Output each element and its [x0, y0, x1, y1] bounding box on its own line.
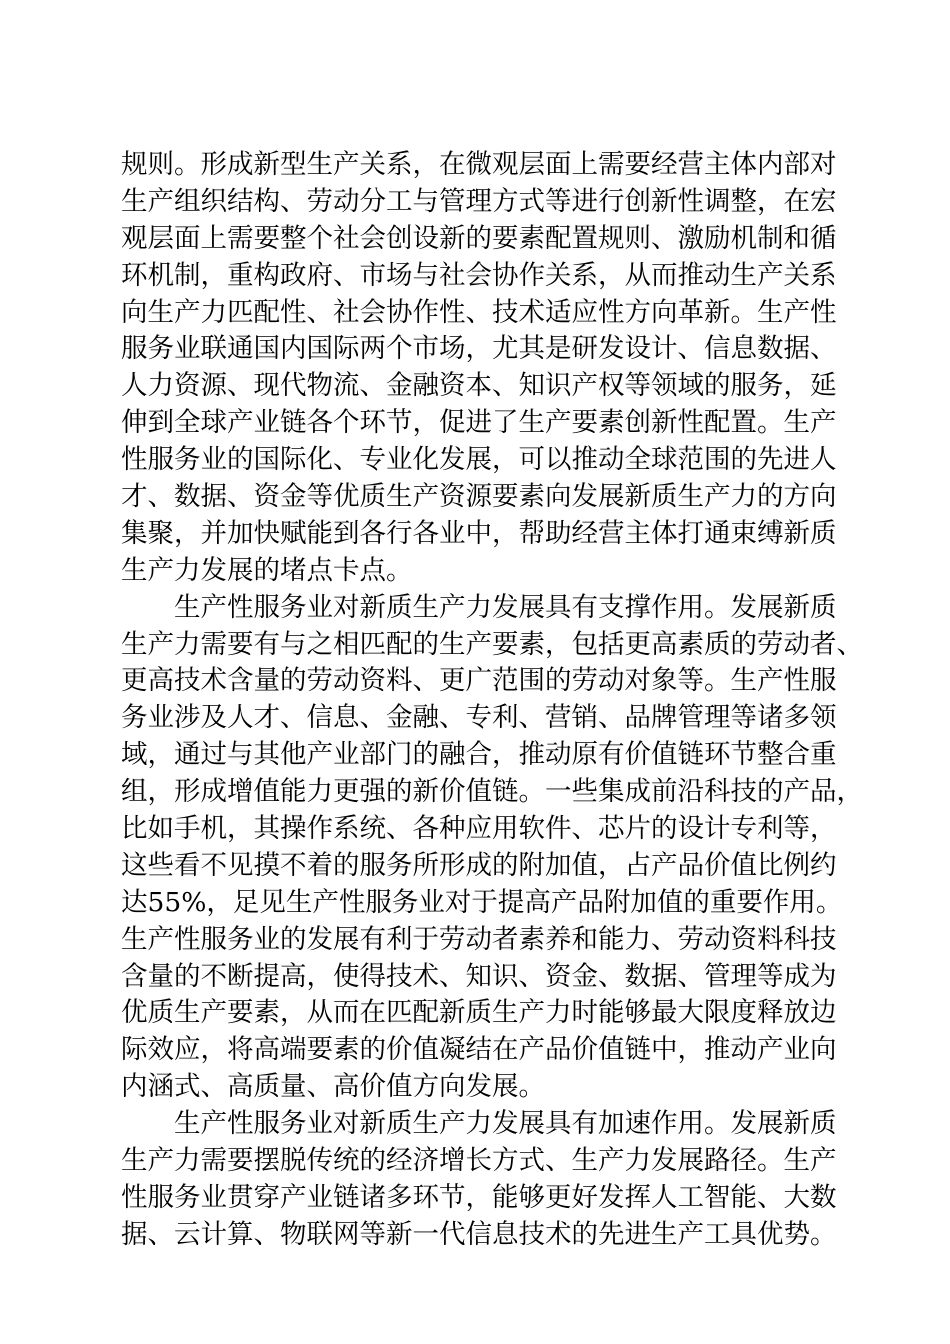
paragraph-2 [121, 590, 863, 1106]
text-line: 际效应，将高端要素的价值凝结在产品价值链中，推动产业向 [121, 1034, 837, 1066]
text-line: 生产力需要有与之相匹配的生产要素，包括更高素质的劳动者、 [121, 628, 863, 660]
text-line: 规则。形成新型生产关系，在微观层面上需要经营主体内部对 [121, 149, 837, 180]
text-line: 集聚，并加快赋能到各行各业中，帮助经营主体打通束缚新质 [121, 517, 837, 549]
text-line: 优质生产要素，从而在匹配新质生产力时能够最大限度释放边 [121, 997, 837, 1029]
text-line: 更高技术含量的劳动资料、更广范围的劳动对象等。生产性服 [121, 665, 837, 697]
document-body [121, 147, 863, 1254]
text-line: 伸到全球产业链各个环节，促进了生产要素创新性配置。生产 [121, 407, 837, 439]
text-line: 生产性服务业对新质生产力发展具有支撑作用。发展新质 [174, 591, 837, 623]
text-line: 这些看不见摸不着的服务所形成的附加值，占产品价值比例约 [121, 849, 837, 881]
text-line: 生产力需要摆脱传统的经济增长方式、生产力发展路径。生产 [121, 1145, 837, 1177]
text-line: 向生产力匹配性、社会协作性、技术适应性方向革新。生产性 [121, 296, 837, 328]
text-line: 含量的不断提高，使得技术、知识、资金、数据、管理等成为 [121, 960, 837, 992]
text-line: 观层面上需要整个社会创设新的要素配置规则、激励机制和循 [121, 222, 837, 254]
text-line: 生产性服务业对新质生产力发展具有加速作用。发展新质 [174, 1108, 837, 1140]
text-line: 内涵式、高质量、高价值方向发展。 [121, 1071, 545, 1103]
text-line: 服务业联通国内国际两个市场，尤其是研发设计、信息数据、 [121, 333, 837, 365]
text-line: 生产性服务业的发展有利于劳动者素养和能力、劳动资料科技 [121, 923, 837, 955]
text-line: 性服务业贯穿产业链诸多环节，能够更好发挥人工智能、大数 [121, 1181, 837, 1213]
text-line: 域，通过与其他产业部门的融合，推动原有价值链环节整合重 [121, 739, 837, 771]
text-line: 比如手机，其操作系统、各种应用软件、芯片的设计专利等， [121, 813, 837, 845]
text-line: 性服务业的国际化、专业化发展，可以推动全球范围的先进人 [121, 444, 837, 476]
text-line: 人力资源、现代物流、金融资本、知识产权等领域的服务，延 [121, 370, 837, 402]
text-line: 环机制，重构政府、市场与社会协作关系，从而推动生产关系 [121, 259, 837, 291]
text-line: 组，形成增值能力更强的新价值链。一些集成前沿科技的产品， [121, 776, 863, 808]
text-line: 才、数据、资金等优质生产资源要素向发展新质生产力的方向 [121, 481, 837, 513]
text-line: 生产组织结构、劳动分工与管理方式等进行创新性调整，在宏 [121, 185, 837, 217]
paragraph-1 [121, 147, 837, 590]
text-line: 务业涉及人才、信息、金融、专利、营销、品牌管理等诸多领 [121, 702, 837, 734]
text-line: 生产力发展的堵点卡点。 [121, 554, 413, 586]
text-line: 据、云计算、物联网等新一代信息技术的先进生产工具优势。 [121, 1218, 837, 1250]
text-line: 达55%，足见生产性服务业对于提高产品附加值的重要作用。 [121, 886, 843, 918]
paragraph-3 [121, 1106, 837, 1254]
